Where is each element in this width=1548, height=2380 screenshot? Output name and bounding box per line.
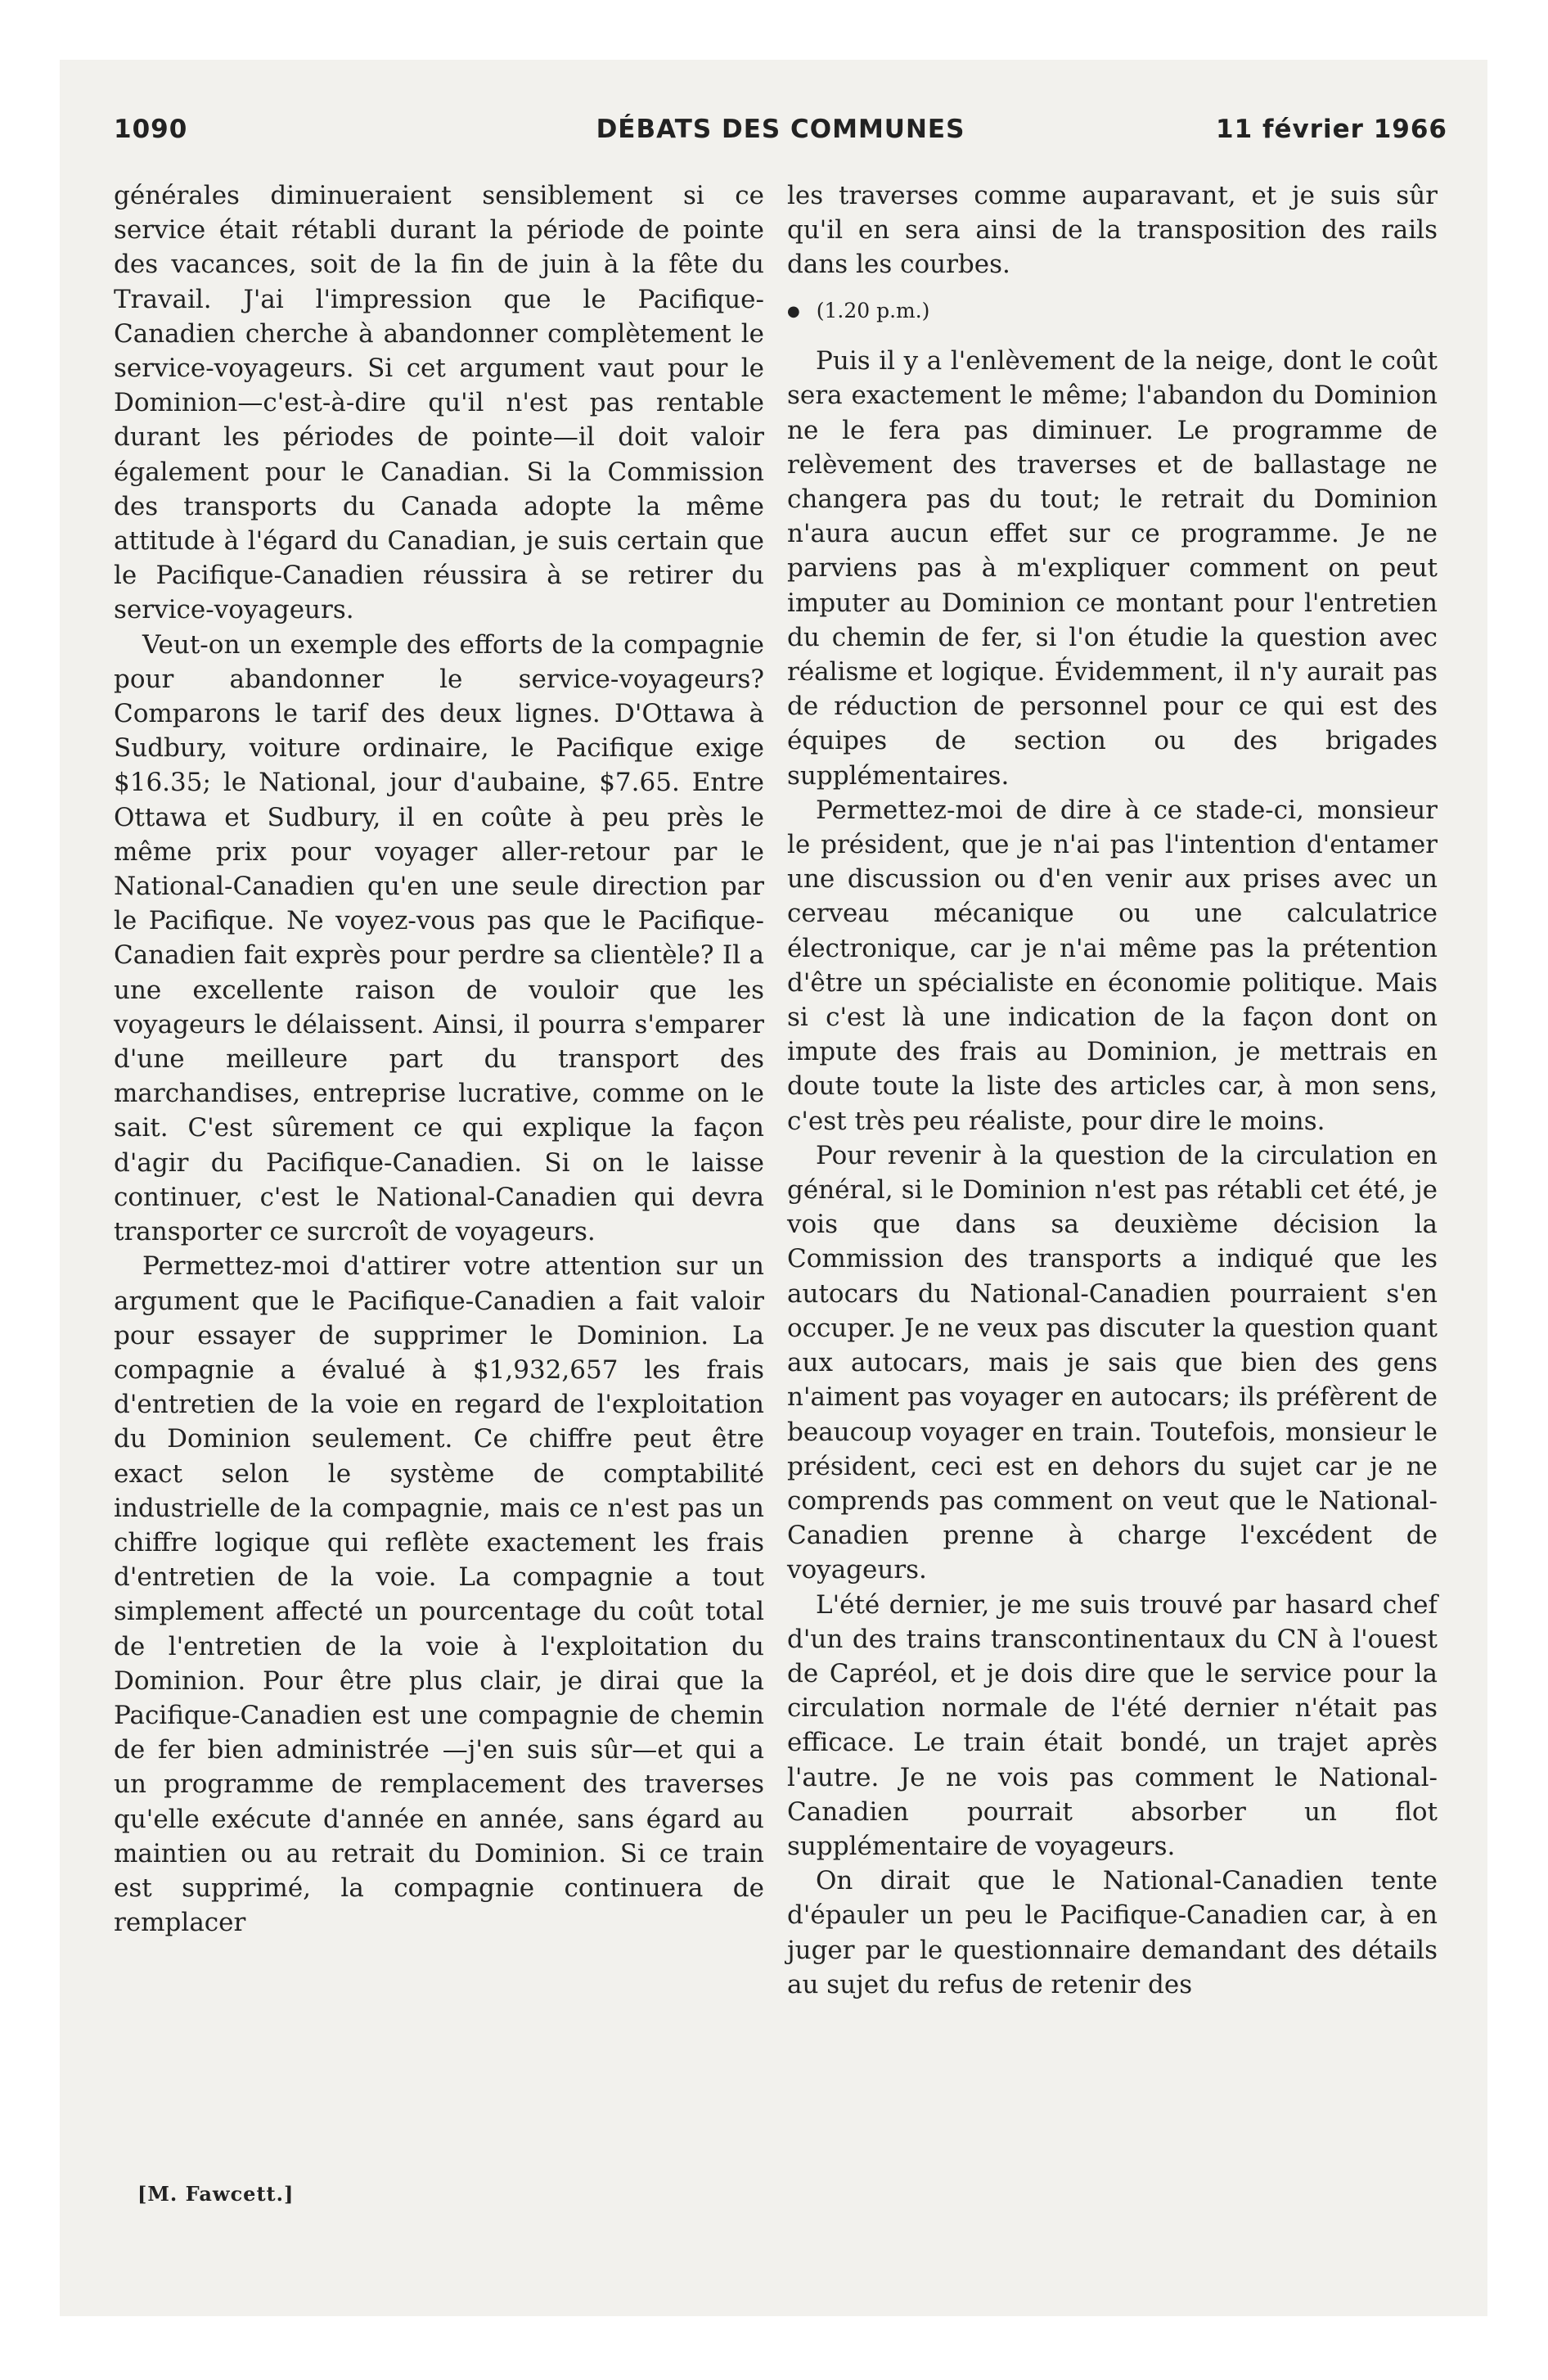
paragraph: Permettez-moi de dire à ce stade-ci, monsieur le président, que je n'ai pas l'intention d'entamer une discussion ou d'en venir aux prises avec un cerveau mécanique ou une calculatrice électronique, car je n'ai même pas la prétention d'être un spécialiste en économie politique. Mais si c'est là une indication de la façon dont on impute des frais au Dominion, je mettrais en doute toute la liste des articles car, à mon sens, c'est très peu réaliste, pour dire le moins. [787,795,1438,1136]
issue-date: 11 février 1966 [1216,115,1447,144]
speaker-attribution: [M. Fawcett.] [137,2182,295,2206]
running-header [114,115,1447,156]
paragraph: les traverses comme auparavant, et je suis sûr qu'il en sera ainsi de la transposition des rails dans les courbes. [787,181,1438,280]
time-stamp [787,294,1438,330]
paragraph: Pour revenir à la question de la circulation en général, si le Dominion n'est pas rétabli cet été, je vois que dans sa deuxième décision la Commission des transports a indiqué que les autocars du National-Canadien pourraient s'en occuper. Je ne veux pas discuter la question quant aux autocars, mais je sais que bien des gens n'aiment pas voyager en autocars; ils préfèrent de beaucoup voyager en train. Toutefois, monsieur le président, ceci est en dehors du sujet car je ne comprends pas comment on veut que le National-Canadien prenne à charge l'excédent de voyageurs. [787,1140,1438,1585]
paragraph: L'été dernier, je me suis trouvé par hasard chef d'un des trains transcontinentaux du CN à l'ouest de Capréol, et je dois dire que le service pour la circulation normale de l'été dernier n'était pas efficace. Le train était bondé, un trajet après l'autre. Je ne vois pas comment le National-Canadien pourrait absorber un flot supplémentaire de voyageurs. [787,1589,1438,1861]
left-column [114,178,764,1940]
bullet-icon: ● [787,303,800,320]
time-stamp-text: (1.20 p.m.) [816,298,930,322]
paragraph: On dirait que le National-Canadien tente d'épauler un peu le Pacifique-Canadien car, à en juger par le questionnaire demandant des détails au sujet du refus de retenir des [787,1866,1438,1999]
paragraph: générales diminueraient sensiblement si ce service était rétabli durant la période de pointe des vacances, soit de la fin de juin à la fête du Travail. J'ai l'impression que le Pacifique-Canadien cherche à abandonner complètement le service-voyageurs. Si cet argument vaut pour le Dominion—c'est-à-dire qu'il n'est pas rentable durant les périodes de pointe—il doit valoir également pour le Canadian. Si la Commission des transports du Canada adopte la même attitude à l'égard du Canadian, je suis certain que le Pacifique-Canadien réussira à se retirer du service-voyageurs. [114,181,764,625]
paragraph: Puis il y a l'enlèvement de la neige, dont le coût sera exactement le même; l'abandon du Dominion ne le fera pas diminuer. Le programme de relèvement des traverses et de ballastage ne changera pas du tout; le retrait du Dominion n'aura aucun effet sur ce programme. Je ne parviens pas à m'expliquer comment on peut imputer au Dominion ce montant pour l'entretien du chemin de fer, si l'on étudie la question avec réalisme et logique. Évidemment, il n'y aurait pas de réduction de personnel pour ce qui est des équipes de section ou des brigades supplémentaires. [787,346,1438,791]
page-number: 1090 [114,115,188,144]
paragraph: Permettez-moi d'attirer votre attention sur un argument que le Pacifique-Canadien a fait valoir pour essayer de supprimer le Dominion. La compagnie a évalué à $1,932,657 les frais d'entretien de la voie en regard de l'exploitation du Dominion seulement. Ce chiffre peut être exact selon le système de comptabilité industrielle de la compagnie, mais ce n'est pas un chiffre logique qui reflète exactement les frais d'entretien de la voie. La compagnie a tout simplement affecté un pourcentage du coût total de l'entretien de la voie à l'exploitation du Dominion. Pour être plus clair, je dirai que la Pacifique-Canadien est une compagnie de chemin de fer bien administrée —j'en suis sûr—et qui a un programme de remplacement des traverses qu'elle exécute d'année en année, sans égard au maintien ou au retrait du Dominion. Si ce train est supprimé, la compagnie continuera de remplacer [114,1251,764,1938]
right-column [787,178,1438,2002]
paragraph: Veut-on un exemple des efforts de la compagnie pour abandonner le service-voyageurs? Comparons le tarif des deux lignes. D'Ottawa à Sudbury, voiture ordinaire, le Pacifique exige $16.35; le National, jour d'aubaine, $7.65. Entre Ottawa et Sudbury, il en coûte à peu près le même prix pour voyager aller-retour par le National-Canadien qu'en une seule direction par le Pacifique. Ne voyez-vous pas que le Pacifique-Canadien fait exprès pour perdre sa clientèle? Il a une excellente raison de vouloir que les voyageurs le délaissent. Ainsi, il pourra s'emparer d'une meilleure part du transport des marchandises, entreprise lucrative, comme on le sait. C'est sûrement ce qui explique la façon d'agir du Pacifique-Canadien. Si on le laisse continuer, c'est le National-Canadien qui devra transporter ce surcroît de voyageurs. [114,629,764,1247]
journal-title: DÉBATS DES COMMUNES [596,115,965,144]
